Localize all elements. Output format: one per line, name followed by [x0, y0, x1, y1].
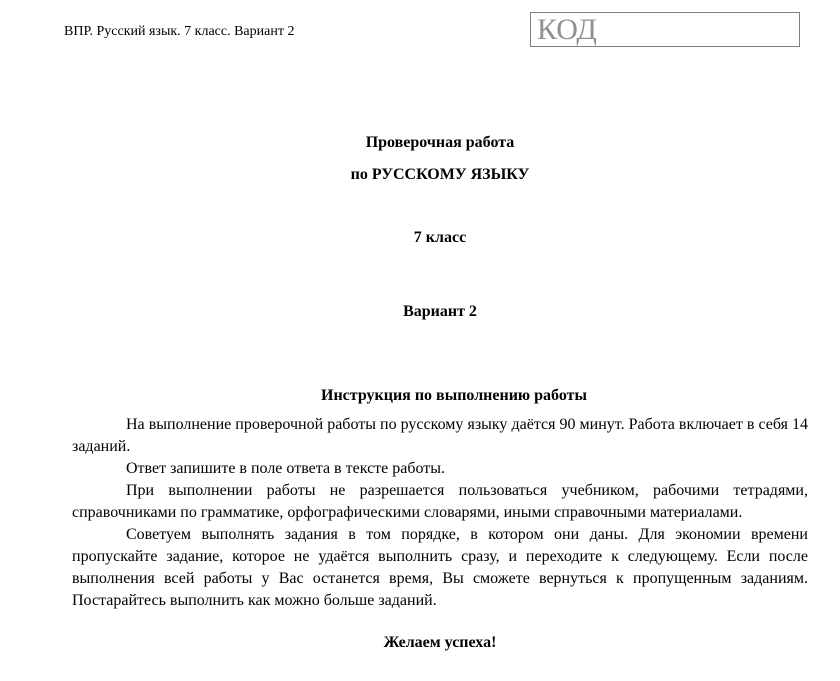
page-title: Проверочная работа	[365, 134, 515, 151]
running-header: ВПР. Русский язык. 7 класс. Вариант 2	[64, 24, 295, 39]
variant-label: Вариант 2	[403, 303, 477, 320]
instructions-heading: Инструкция по выполнению работы	[321, 387, 587, 404]
instruction-paragraph: На выполнение проверочной работы по русскому языку даётся 90 минут. Работа включает в себя 14 заданий.	[72, 416, 808, 455]
instruction-paragraph: Ответ запишите в поле ответа в тексте работы.	[126, 460, 446, 477]
closing-wish: Желаем успеха!	[383, 634, 497, 651]
code-field[interactable]: КОД	[530, 12, 800, 47]
instructions-body	[72, 414, 808, 612]
grade-label: 7 класс	[413, 229, 467, 246]
instruction-paragraph: Советуем выполнять задания в том порядке, в котором они даны. Для экономии времени пропускайте задание, которое не удаётся выполнить сразу, и переходите к следующему. Если после выполнения всей работы у Вас останется время, Вы сможете вернуться к пропущенным заданиям. Постарайтесь выполнить как можно больше заданий.	[72, 526, 808, 609]
instruction-paragraph: При выполнении работы не разрешается пользоваться учебником, рабочими тетрадями, справочниками по грамматике, орфографическими словарями, иными справочными материалами.	[72, 482, 808, 521]
page-subtitle: по РУССКОМУ ЯЗЫКУ	[350, 166, 530, 183]
